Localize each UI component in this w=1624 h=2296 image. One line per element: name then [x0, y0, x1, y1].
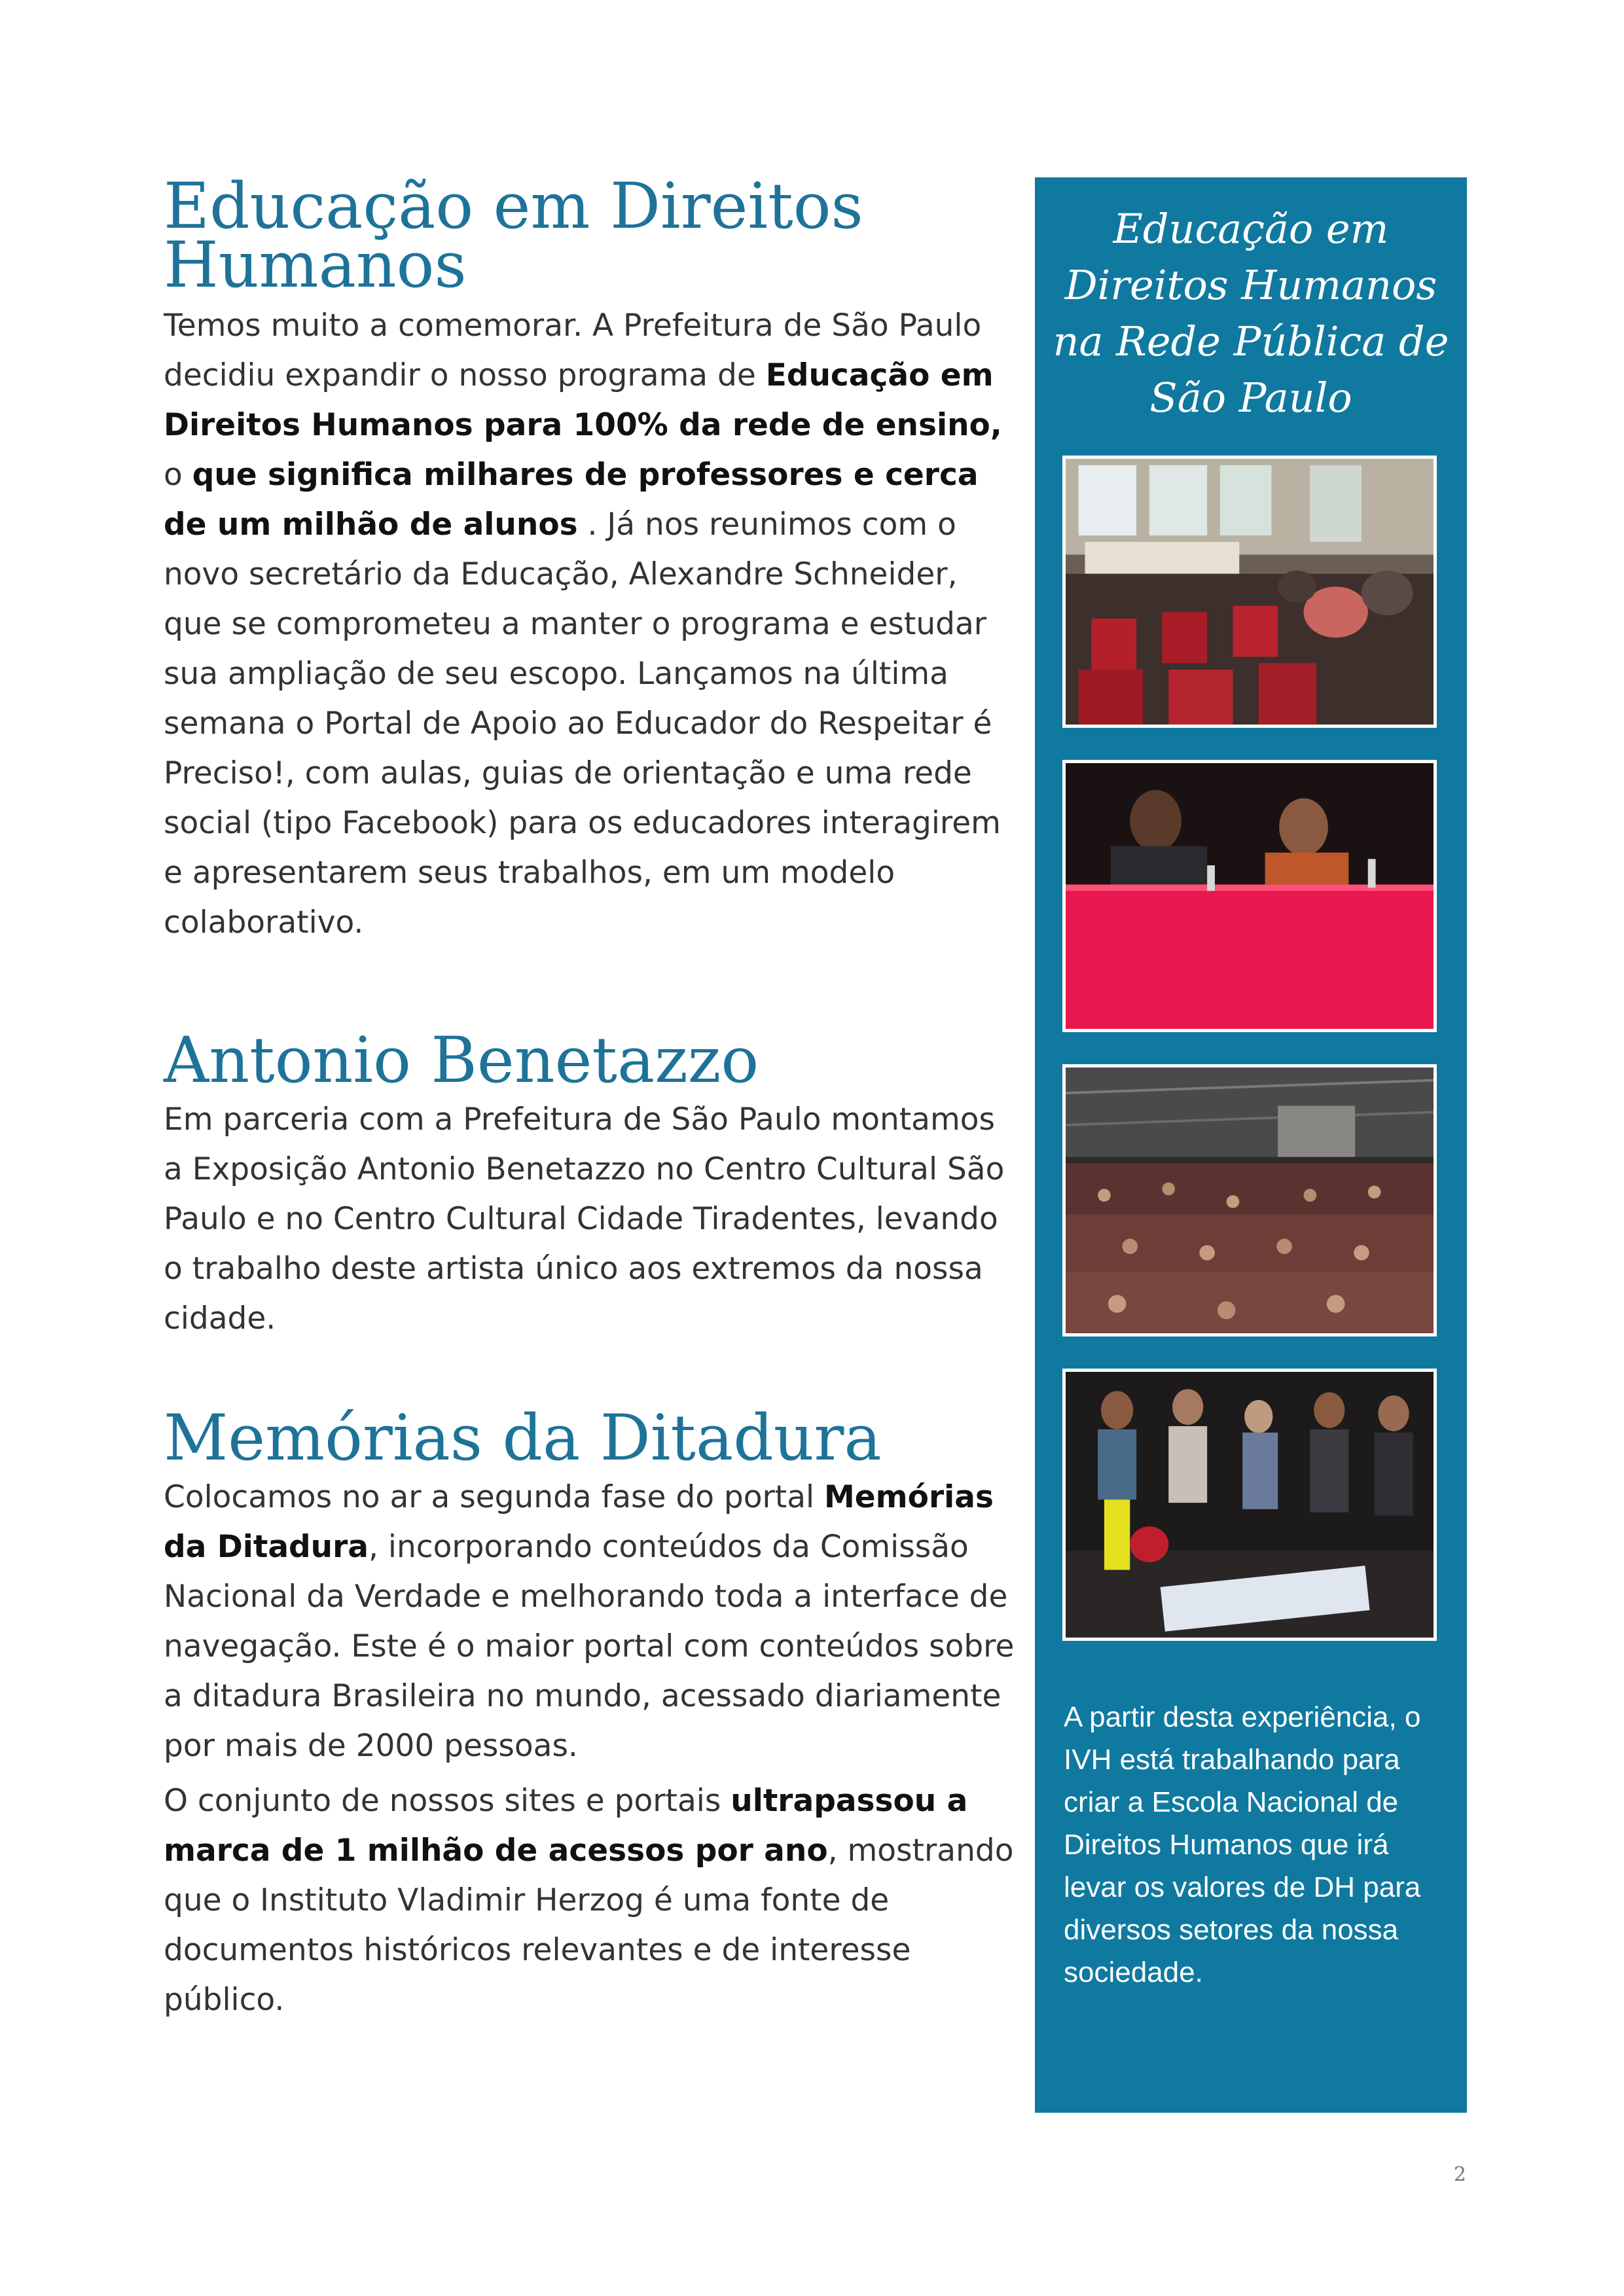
photo-panel-speakers — [1062, 760, 1437, 1032]
bold-run: Memórias da Ditadura — [164, 1479, 994, 1565]
section-paragraph-benetazzo: Em parceria com a Prefeitura de São Paulo montamos a Exposição Antonio Benetazzo no Centro Cultural São Paulo e no Centro Cultural Cidade Tiradentes, levando o trabalho deste artista único aos extremos da nossa cidade. — [164, 1102, 1005, 1336]
section-paragraph-memorias — [164, 1473, 1015, 1771]
section-paragraph-memorias-2 — [164, 1776, 1015, 2025]
section-title-memorias: Memórias da Ditadura — [164, 1401, 882, 1475]
bold-run: Educação em Direitos Humanos para 100% da rede de ensino, — [164, 357, 1002, 443]
photo-classroom-meeting-image — [1066, 459, 1434, 725]
text-run: Temos muito a comemorar. A Prefeitura de São Paulo decidiu expandir o nosso programa de — [164, 308, 982, 393]
photo-group-activity-image — [1066, 1372, 1434, 1638]
photo-classroom-meeting — [1062, 456, 1437, 728]
text-run: o — [164, 457, 192, 493]
text-run: , incorporando conteúdos da Comissão Nacional da Verdade e melhorando toda a interface de navegação. Este é o maior portal com conteúdos sobre a ditadura Brasileira no mundo, acessado diariamente por mais de 2000 pessoas. — [164, 1529, 1015, 1764]
section-title-educacao: Educação em Direitos Humanos — [164, 170, 863, 302]
photo-auditorium-audience-image — [1066, 1067, 1434, 1333]
sidebar-panel — [1035, 177, 1467, 2113]
text-run: , mostrando que o Instituto Vladimir Herzog é uma fonte de documentos históricos relevantes e de interesse público. — [164, 1833, 1014, 2018]
photo-auditorium-audience — [1062, 1064, 1437, 1336]
section-educacao-direitos-humanos — [164, 170, 1015, 948]
bold-run: ultrapassou a marca de 1 milhão de acessos por ano — [164, 1783, 968, 1869]
sidebar-title: Educação em Direitos Humanos na Rede Pública de São Paulo — [1053, 205, 1449, 422]
section-antonio-benetazzo — [164, 1024, 1015, 1344]
text-run: Colocamos no ar a segunda fase do portal — [164, 1479, 825, 1515]
photo-panel-speakers-image — [1066, 763, 1434, 1029]
sidebar-text: A partir desta experiência, o IVH está trabalhando para criar a Escola Nacional de Direitos Humanos que irá levar os valores de DH para diversos setores da nossa sociedade. — [1064, 1701, 1421, 1988]
photo-group-activity — [1062, 1369, 1437, 1641]
section-memorias-ditadura — [164, 1401, 1015, 2025]
section-title-benetazzo: Antonio Benetazzo — [164, 1024, 759, 1097]
text-run: . Já nos reunimos com o novo secretário da Educação, Alexandre Schneider, que se comprometeu a manter o programa e estudar sua ampliação de seu escopo. Lançamos na última semana o Portal de Apoio ao Educador do Respeitar é Preciso!, com aulas, guias de orientação e uma rede social (tipo Facebook) para os educadores interagirem e apresentarem seus trabalhos, em um modelo colaborativo. — [164, 507, 1001, 941]
section-paragraph-educacao — [164, 301, 1015, 948]
bold-run: que significa milhares de professores e cerca de um milhão de alunos — [164, 457, 979, 543]
page-number: 2 — [1453, 2163, 1466, 2186]
text-run: O conjunto de nossos sites e portais — [164, 1783, 731, 1819]
